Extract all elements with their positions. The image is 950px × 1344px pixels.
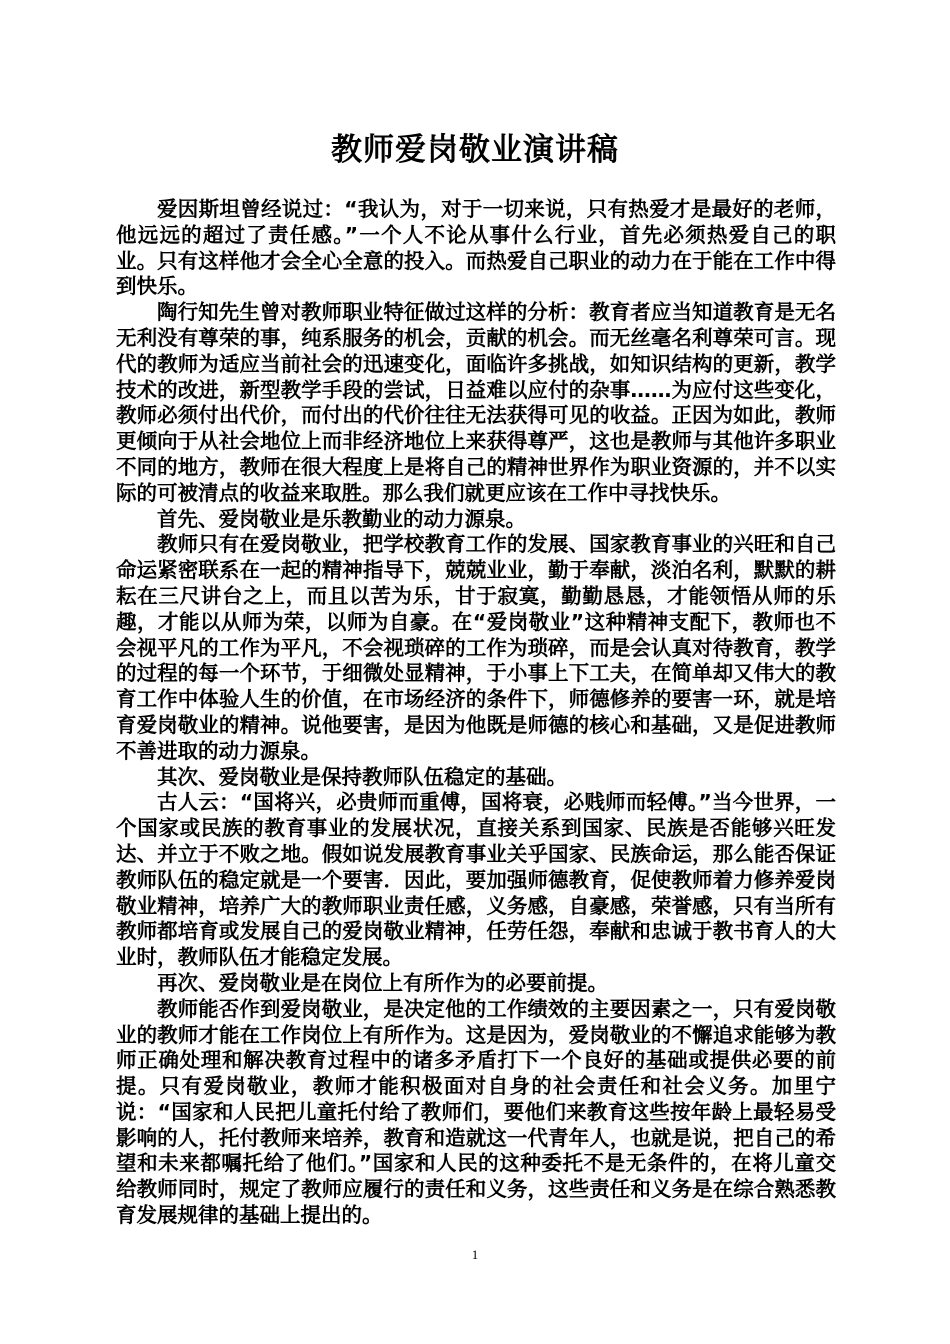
paragraph-heading-second: 其次、爱岗敬业是保持教师队伍稳定的基础。 (157, 764, 567, 789)
paragraph-third-body: 教师能否作到爱岗敬业，是决定他的工作绩效的主要因素之一，只有爱岗敬业的教师才能在工作岗位上有所作为。这是因为，爱岗敬业的不懈追求能够为教师正确处理和解决教育过程中的诸多矛盾打下一个良好的基础或提供必要的前提。只有爱岗敬业，教师才能积极面对自身的社会责任和社会义务。加里宁说：“国家和人民把儿童托付给了教师们，要他们来教育这些按年龄上最轻易受影响的人，托付教师来培养，教育和造就这一代青年人，也就是说，把自己的希望和未来都嘱托给了他们。”国家和人民的这种委托不是无条件的，在将儿童交给教师同时，规定了教师应履行的责任和义务，这些责任和义务是在综合熟悉教育发展规律的基础上提出的。 (116, 996, 836, 1228)
paragraph-second-body: 古人云：“国将兴，必贵师而重傅，国将衰，必贱师而轻傅。”当今世界，一个国家或民族的教育事业的发展状况，直接关系到国家、民族是否能够兴旺发达、并立于不败之地。假如说发展教育事业关乎国家、民族命运，那么能否保证教师队伍的稳定就是一个要害．因此，要加强师德教育，促使教师着力修养爱岗敬业精神，培养广大的教师职业责任感，义务感，自豪感，荣誉感，只有当所有教师都培育或发展自己的爱岗敬业精神，任劳任怨，奉献和忠诚于教书育人的大业时，教师队伍才能稳定发展。 (116, 790, 836, 970)
paragraph-first-body: 教师只有在爱岗敬业，把学校教育工作的发展、国家教育事业的兴旺和自己命运紧密联系在一起的精神指导下，兢兢业业，勤于奉献，淡泊名利，默默的耕耘在三尺讲台之上，而且以苦为乐，甘于寂寞，勤勤恳恳，才能领悟从师的乐趣，才能以从师为荣，以师为自豪。在“爱岗敬业”这种精神支配下，教师也不会视平凡的工作为平凡，不会视琐碎的工作为琐碎，而是会认真对待教育，教学的过程的每一个环节，于细微处显精神，于小事上下工夫，在简单却又伟大的教育工作中体验人生的价值，在市场经济的条件下，师德修养的要害一环，就是培育爱岗敬业的精神。说他要害，是因为他既是师德的核心和基础，又是促进教师不善进取的动力源泉。 (116, 532, 836, 763)
document-body (116, 197, 836, 1229)
paragraph-heading-first: 首先、爱岗敬业是乐教勤业的动力源泉。 (157, 506, 526, 531)
paragraph-heading-third: 再次、爱岗敬业是在岗位上有所作为的必要前提。 (157, 970, 608, 995)
paragraph-einstein-quote: 爱因斯坦曾经说过：“我认为，对于一切来说，只有热爱才是最好的老师，他远远的超过了责任感。”一个人不论从事什么行业，首先必须热爱自己的职业。只有这样他才会全心全意的投入。而热爱自己职业的动力在于能在工作中得到快乐。 (116, 197, 836, 299)
paragraph-tao-xingzhi: 陶行知先生曾对教师职业特征做过这样的分析：教育者应当知道教育是无名无利没有尊荣的事，纯系服务的机会，贡献的机会。而无丝毫名利尊荣可言。现代的教师为适应当前社会的迅速变化，面临许多挑战，如知识结构的更新，教学技术的改进，新型教学手段的尝试，日益难以应付的杂事……为应付这些变化，教师必须付出代价，而付出的代价往往无法获得可见的收益。正因为如此，教师更倾向于从社会地位上而非经济地位上来获得尊严，这也是教师与其他许多职业不同的地方，教师在很大程度上是将自己的精神世界作为职业资源的，并不以实际的可被清点的收益来取胜。那么我们就更应该在工作中寻找快乐。 (116, 300, 836, 505)
document-title: 教师爱岗敬业演讲稿 (331, 132, 619, 168)
page-number: 1 (471, 1247, 479, 1262)
